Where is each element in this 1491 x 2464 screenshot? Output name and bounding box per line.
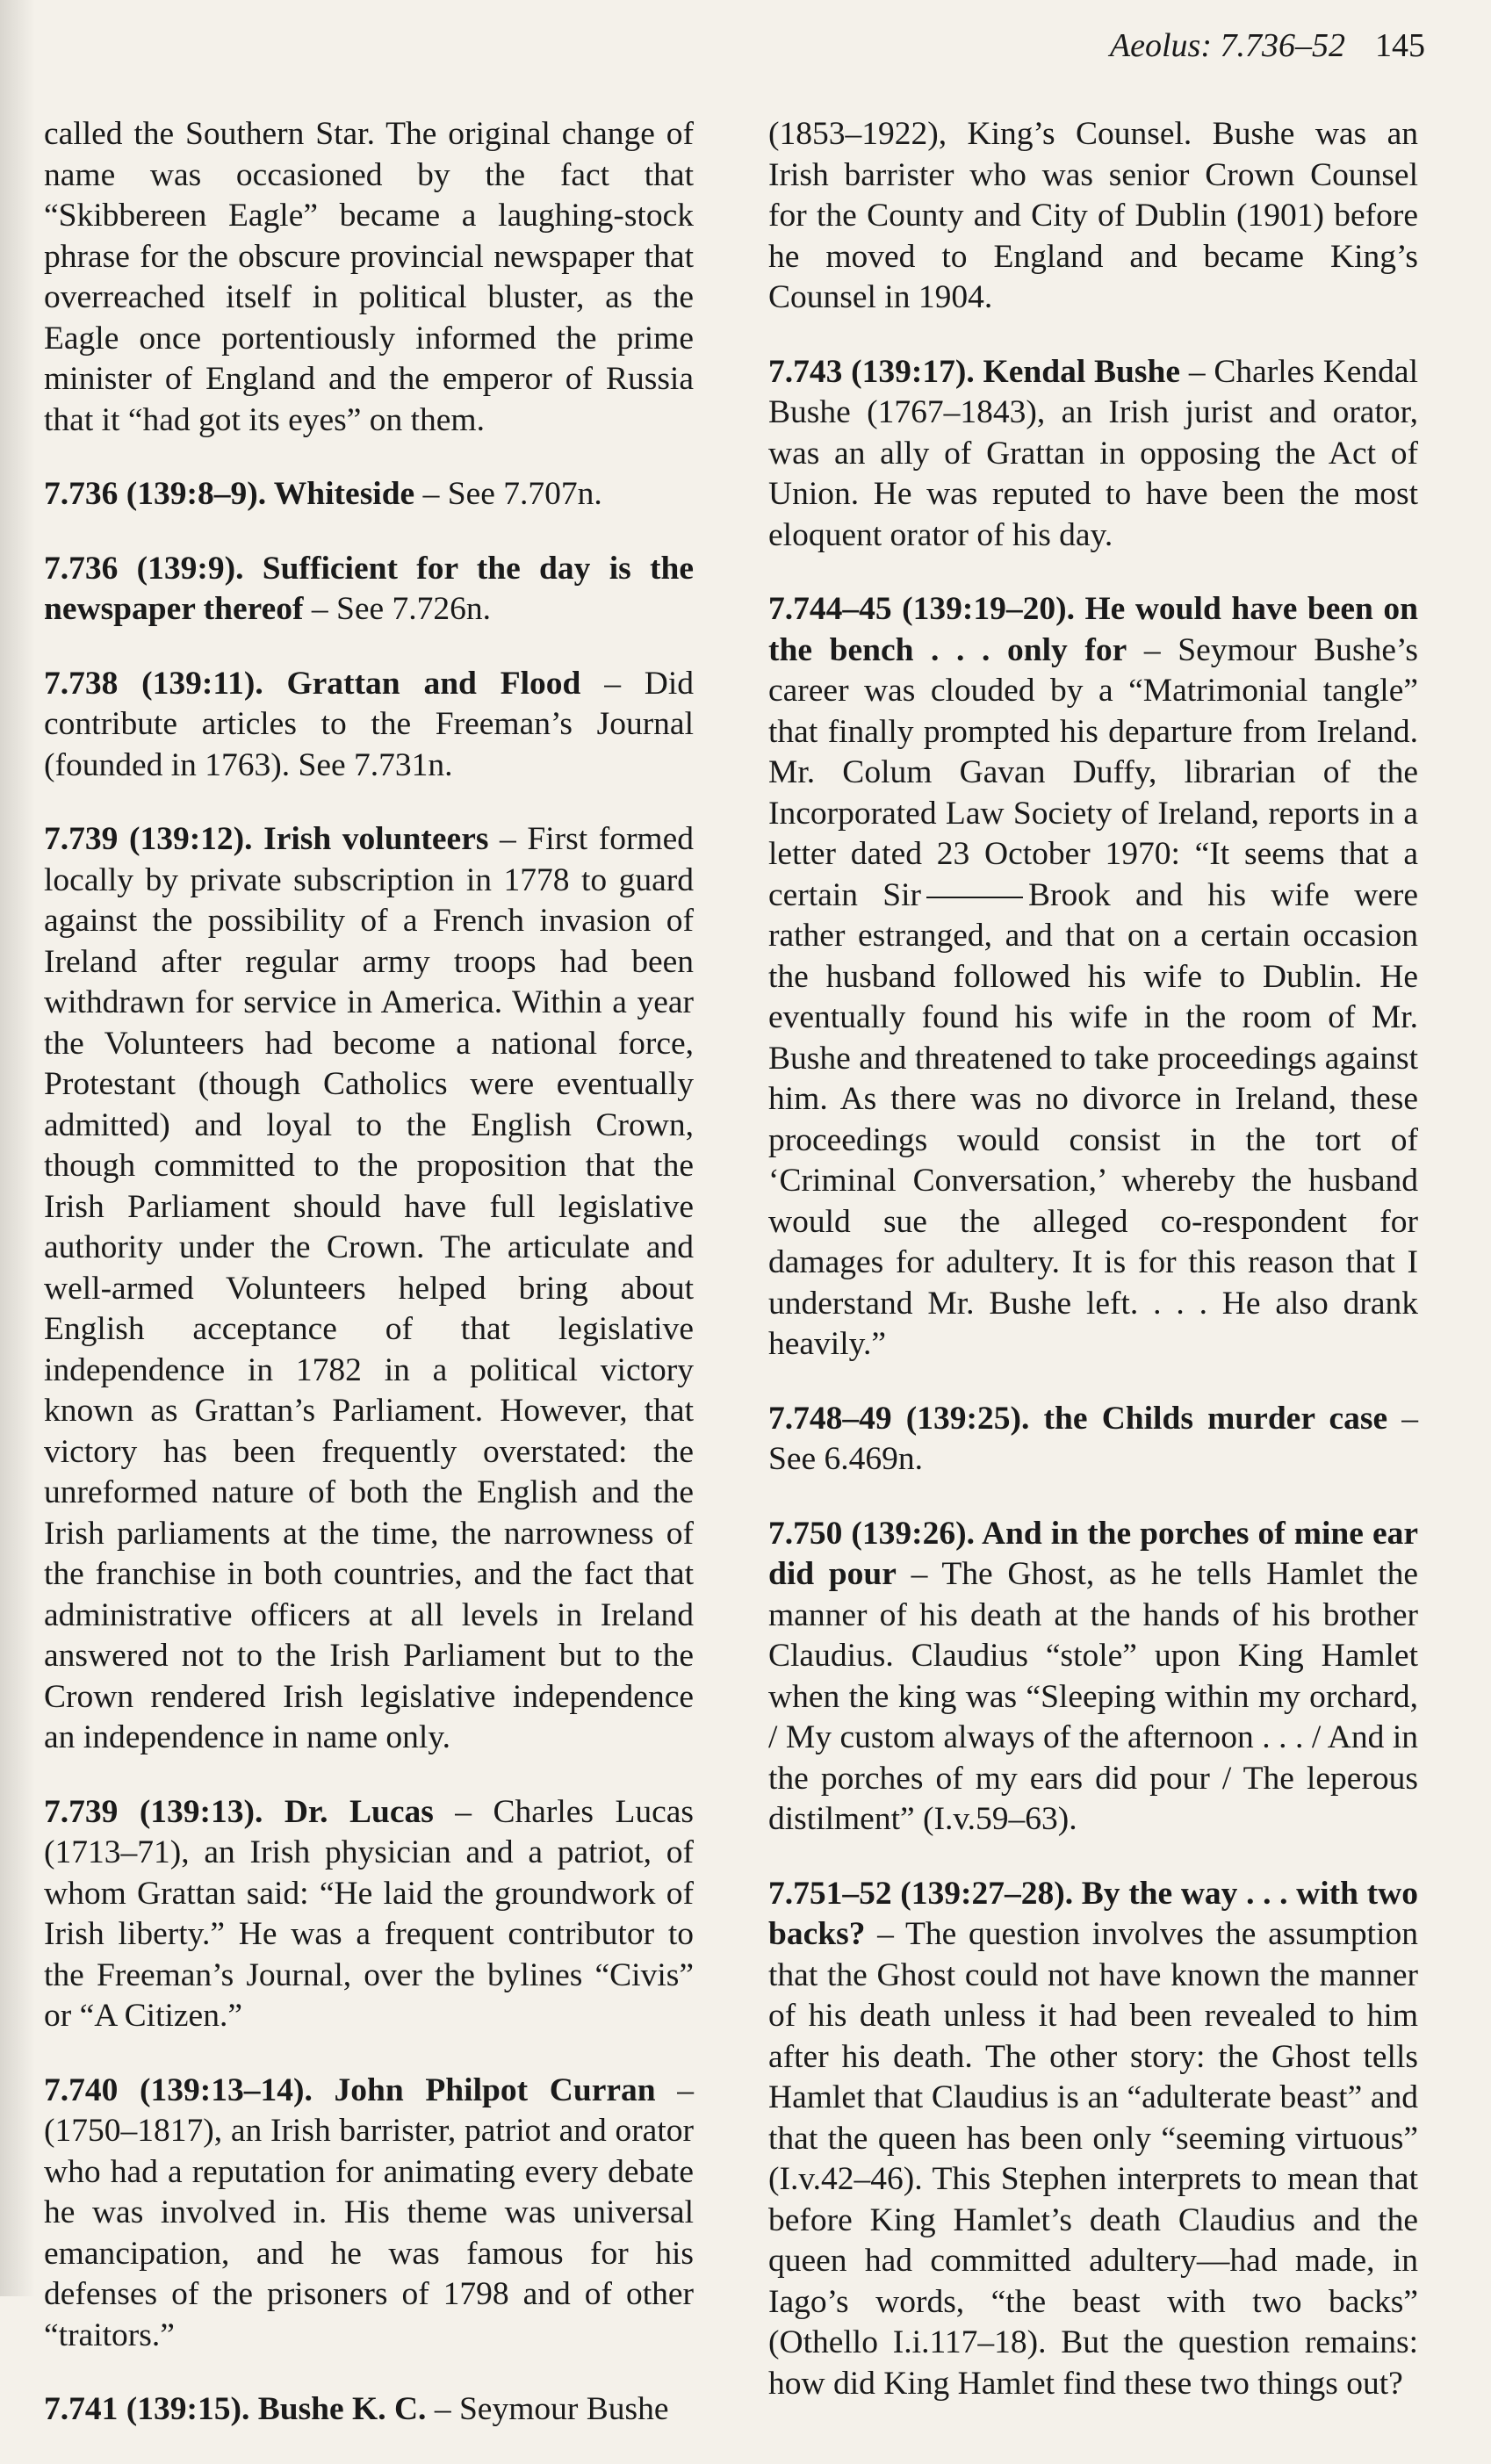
right-column xyxy=(768,114,1418,2438)
entry-body: – Did contribute articles to the Freeman’s Journal (founded in 1763). See 7.731n. xyxy=(44,665,694,783)
entry-heading: 7.739 (139:12). Irish volunteers xyxy=(44,821,489,857)
left-column xyxy=(44,114,694,2464)
entry-body-continued: Brook and his wife were rather estranged, and that on a certain occasion the husband followed his wife to Dublin. He eventually found his wife in the room of Mr. Bushe and threatened to take proceedings against him. As there was no divorce in Ireland, these proceedings would consist in the tort of ‘Criminal Conversation,’ whereby the husband would sue the alleged co-respondent for damages for adultery. It is for this reason that I understand Mr. Bushe left. . . . He also drank heavily.” xyxy=(768,876,1418,1362)
entry-heading: 7.741 (139:15). Bushe K. C. xyxy=(44,2391,427,2427)
entry-heading: 7.750 (139:26). And in the porches of mine ear did pour xyxy=(768,1515,1418,1592)
continued-paragraph: (1853–1922), King’s Counsel. Bushe was an Irish barrister who was senior Crown Counsel for the County and City of Dublin (1901) before he moved to England and became King’s Counsel in 1904. xyxy=(768,116,1418,315)
entry-body: – See 7.707n. xyxy=(414,476,602,512)
entry-heading: 7.744–45 (139:19–20). He would have been on the bench . . . only for xyxy=(768,591,1418,668)
entry-body: – The Ghost, as he tells Hamlet the manner of his death at the hands of his brother Claudius. Claudius “stole” upon King Hamlet when the king was “Sleeping within my orchard, / My custom always of the afternoon . . . / And in the porches of my ears did pour / The leperous distilment” (I.v.59–63). xyxy=(768,1556,1418,1837)
entry-grattan-and-flood xyxy=(44,664,694,787)
entry-body: – See 6.469n. xyxy=(768,1400,1419,1477)
entry-childs-murder-case xyxy=(768,1399,1418,1481)
entry-dr-lucas xyxy=(44,1792,694,2037)
entry-body: – See 7.726n. xyxy=(303,591,491,627)
blank-rule xyxy=(926,897,1023,898)
entry-heading: 7.736 (139:9). Sufficient for the day is the newspaper thereof xyxy=(44,550,694,627)
entry-body: – The question involves the assumption that the Ghost could not have known the manner of his death unless it had been revealed to him after his death. The other story: the Ghost tells Hamlet that Claudius is an “adulterate beast” and that the queen has been only “seeming virtuous” (I.v.42–46). This Stephen interprets to mean that before King Hamlet’s death Claudius and the queen had committed adultery—had made, in Iago’s words, “the beast with two backs” (Othello I.i.117–18). But the question remains: how did King Hamlet find these two things out? xyxy=(768,1916,1418,2402)
entry-body: – Charles Kendal Bushe (1767–1843), an Irish jurist and orator, was an ally of Grattan in opposing the Act of Union. He was reputed to have been the most eloquent orator of his day. xyxy=(768,353,1418,553)
entry-body: – First formed locally by private subscription in 1778 to guard against the possibility of a French invasion of Ireland after regular army troops had been withdrawn for service in America. Within a year the Volunteers had become a national force, Protestant (though Catholics were eventually admitted) and loyal to the English Crown, though committed to the proposition that the Irish Parliament should have full legislative authority under the Crown. The articulate and well-armed Volunteers helped bring about English acceptance of that legislative independence in 1782 in a political victory known as Grattan’s Parliament. However, that victory has been frequently overstated: the unreformed nature of both the English and the Irish parliaments at the time, the narrowness of the franchise in both countries, and the fact that administrative officers at all levels in Ireland answered not to the Irish Parliament but to the Crown rendered Irish legislative independence an independence in name only. xyxy=(44,821,694,1755)
entry-body: – Charles Lucas (1713–71), an Irish physician and a patriot, of whom Grattan said: “He laid the groundwork of Irish liberty.” He was a frequent contributor to the Freeman’s Journal, over the bylines “Civis” or “A Citizen.” xyxy=(44,1793,695,2034)
entry-irish-volunteers xyxy=(44,819,694,1759)
entry-body: – Seymour Bushe xyxy=(426,2391,669,2427)
entry-heading: 7.751–52 (139:27–28). By the way . . . with two backs? xyxy=(768,1875,1418,1952)
entry-bushe-kc xyxy=(44,2389,694,2431)
entry-heading: 7.739 (139:13). Dr. Lucas xyxy=(44,1793,434,1830)
running-title: Aeolus: 7.736–52 xyxy=(1109,27,1345,64)
entry-whiteside xyxy=(44,474,694,515)
page-gutter-shadow xyxy=(0,0,35,2296)
entry-john-philpot-curran xyxy=(44,2071,694,2357)
entry-body: – Seymour Bushe’s career was clouded by a “Matrimonial tangle” that finally prompted his departure from Ireland. Mr. Colum Gavan Duffy, librarian of the Incorporated Law Society of Ireland, reports in a letter dated 23 October 1970: “It seems that a certain Sir xyxy=(768,631,1419,913)
page-number: 145 xyxy=(1375,27,1425,64)
entry-by-the-way-two-backs xyxy=(768,1874,1418,2405)
entry-sufficient-for-the-day xyxy=(44,549,694,630)
continued-paragraph: called the Southern Star. The original change of name was occasioned by the fact that “Skibbereen Eagle” became a laughing-stock phrase for the obscure provincial newspaper that overreached itself in political bluster, as the Eagle once portentiously informed the prime minister of England and the emperor of Russia that it “had got its eyes” on them. xyxy=(44,116,694,438)
entry-he-would-have-been-on-the-bench xyxy=(768,589,1418,1365)
entry-body: – (1750–1817), an Irish barrister, patriot and orator who had a reputation for animating every debate he was involved in. His theme was universal emancipation, and he was famous for his defenses of the prisoners of 1798 and of other “traitors.” xyxy=(44,2071,695,2353)
entry-heading: 7.748–49 (139:25). the Childs murder case xyxy=(768,1400,1388,1437)
entry-heading: 7.738 (139:11). Grattan and Flood xyxy=(44,665,581,702)
entry-heading: 7.740 (139:13–14). John Philpot Curran xyxy=(44,2071,656,2108)
entry-heading: 7.736 (139:8–9). Whiteside xyxy=(44,476,415,512)
running-header xyxy=(1110,26,1425,65)
entry-kendal-bushe xyxy=(768,352,1418,557)
entry-heading: 7.743 (139:17). Kendal Bushe xyxy=(768,353,1181,390)
entry-porches-of-mine-ear xyxy=(768,1514,1418,1841)
